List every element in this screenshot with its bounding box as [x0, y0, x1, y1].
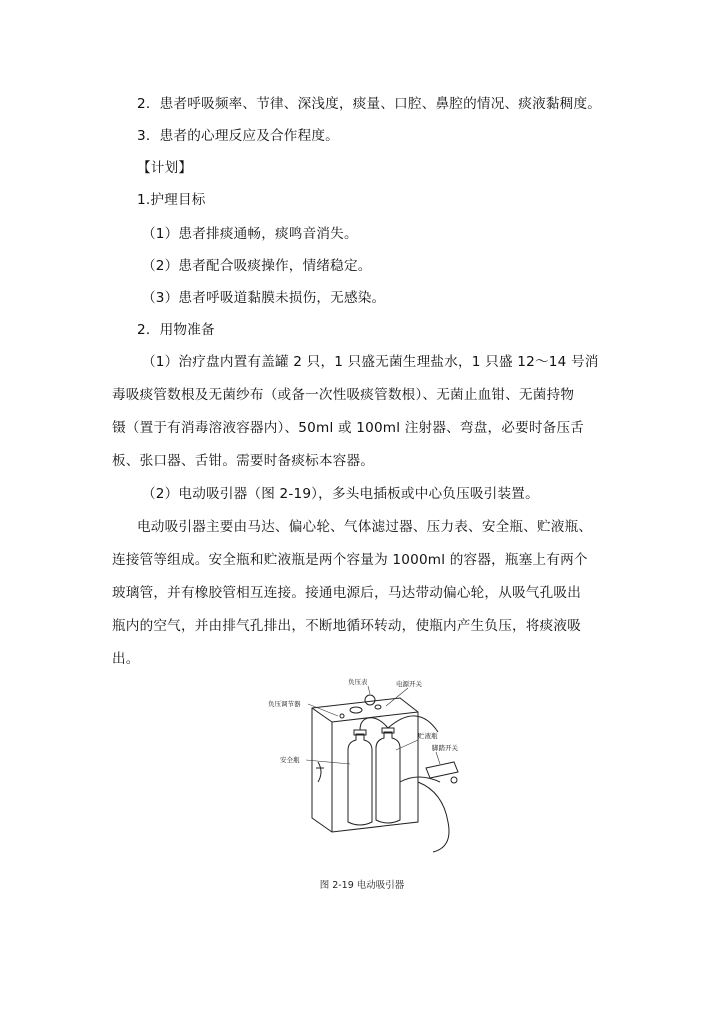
label-storage-bottle: 贮液瓶	[418, 732, 438, 740]
text-line-14: 电动吸引器主要由马达、偏心轮、气体滤过器、压力表、安全瓶、贮液瓶、	[137, 519, 593, 535]
label-safety-bottle: 安全瓶	[280, 756, 300, 764]
suction-device-illustration	[268, 672, 468, 862]
text-line-15: 连接管等组成。安全瓶和贮液瓶是两个容量为 1000ml 的容器，瓶塞上有两个	[112, 552, 588, 568]
subheading-nursing-goals: 1.护理目标	[137, 192, 206, 208]
figure-electric-suction-device	[268, 672, 468, 862]
text-line-2: 3．患者的心理反应及合作程度。	[137, 128, 339, 144]
subheading-supplies: 2．用物准备	[137, 322, 215, 338]
label-pressure-gauge: 负压表	[348, 678, 368, 686]
section-heading-plan: 【计划】	[137, 160, 193, 176]
label-foot-switch: 脚踏开关	[432, 744, 458, 752]
text-line-6: （2）患者配合吸痰操作，情绪稳定。	[142, 258, 372, 274]
figure-caption: 图 2-19 电动吸引器	[319, 880, 405, 891]
text-line-12: 板、张口器、舌钳。需要时备痰标本容器。	[112, 453, 375, 469]
text-line-16: 玻璃管，并有橡胶管相互连接。接通电源后，马达带动偏心轮，从吸气孔吸出	[112, 585, 581, 601]
text-line-11: 镊（置于有消毒溶液容器内）、50ml 或 100ml 注射器、弯盘，必要时备压舌	[112, 420, 585, 436]
label-power-switch: 电源开关	[396, 680, 422, 688]
text-line-10: 毒吸痰管数根及无菌纱布（或备一次性吸痰管数根）、无菌止血钳、无菌持物	[112, 387, 575, 403]
text-line-9: （1）治疗盘内置有盖罐 2 只，1 只盛无菌生理盐水，1 只盛 12～14 号消	[142, 354, 599, 370]
label-regulator: 负压调节器	[268, 700, 301, 708]
text-line-18: 出。	[112, 651, 140, 667]
text-line-17: 瓶内的空气，并由排气孔排出，不断地循环转动，使瓶内产生负压，将痰液吸	[112, 618, 581, 634]
text-line-13: （2）电动吸引器（图 2-19），多头电插板或中心负压吸引装置。	[142, 486, 539, 502]
text-line-1: 2．患者呼吸频率、节律、深浅度，痰量、口腔、鼻腔的情况、痰液黏稠度。	[137, 96, 602, 112]
text-line-7: （3）患者呼吸道黏膜未损伤，无感染。	[142, 290, 386, 306]
text-line-5: （1）患者排痰通畅，痰鸣音消失。	[142, 226, 358, 242]
